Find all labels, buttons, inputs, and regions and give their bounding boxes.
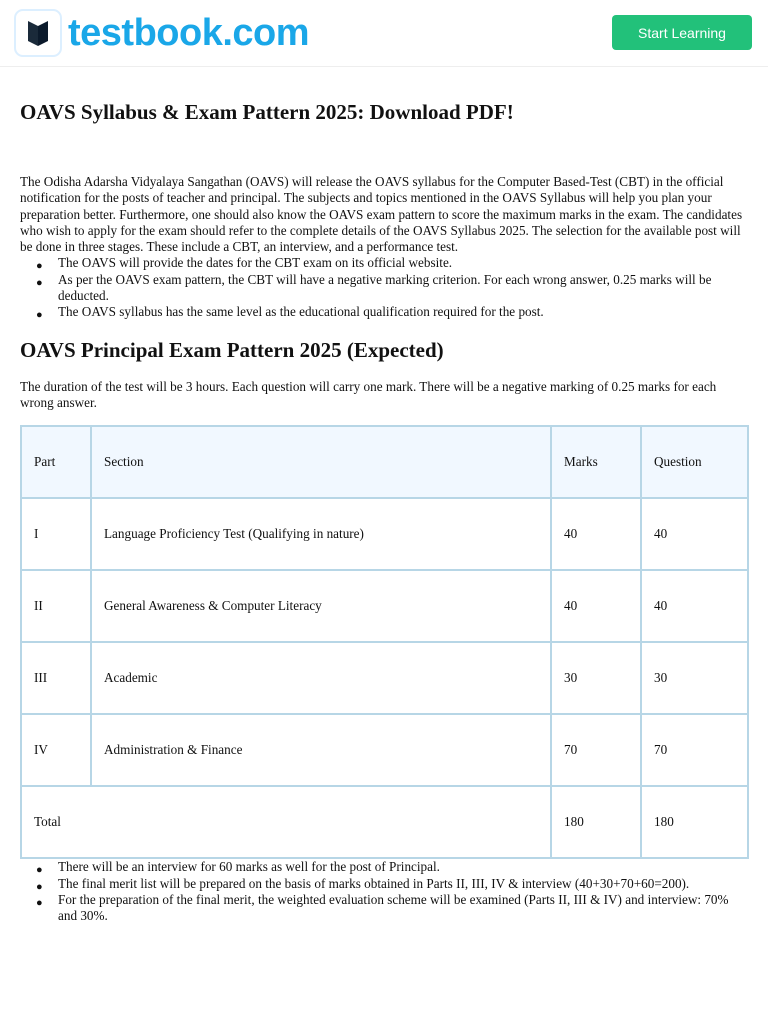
cell-total-question: 180: [641, 786, 748, 858]
exam-pattern-table: [20, 425, 749, 859]
article: [20, 96, 748, 924]
bullet-icon: ●: [36, 309, 43, 322]
cell-question: 40: [641, 498, 748, 570]
cell-part: I: [21, 498, 91, 570]
site-header: [0, 0, 768, 67]
list-item: ● The OAVS syllabus has the same level as the educational qualification required for the post.: [58, 304, 748, 320]
table-row: [21, 642, 748, 714]
list-item: ● The final merit list will be prepared on the basis of marks obtained in Parts II, III, IV & interview (40+30+70+60=200).: [58, 876, 748, 892]
duration-paragraph: The duration of the test will be 3 hours. Each question will carry one mark. There will be a negative marking of 0.25 marks for each wrong answer.: [20, 378, 717, 410]
cell-question: 70: [641, 714, 748, 786]
header-marks: Marks: [551, 426, 641, 498]
table-row: [21, 498, 748, 570]
site-logo[interactable]: [14, 9, 309, 57]
cell-section: General Awareness & Computer Literacy: [91, 570, 551, 642]
cell-section: Language Proficiency Test (Qualifying in nature): [91, 498, 551, 570]
cell-question: 40: [641, 570, 748, 642]
start-learning-button[interactable]: Start Learning: [612, 15, 752, 50]
bullet-icon: ●: [36, 276, 43, 289]
cell-marks: 70: [551, 714, 641, 786]
bullet-icon: ●: [36, 260, 43, 273]
notes-list: [20, 859, 748, 924]
article-title: OAVS Syllabus & Exam Pattern 2025: Download PDF!: [20, 100, 514, 124]
cell-section: Academic: [91, 642, 551, 714]
table-header-row: [21, 426, 748, 498]
list-item: ● As per the OAVS exam pattern, the CBT will have a negative marking criterion. For each wrong answer, 0.25 marks will be deducted.: [36, 271, 712, 304]
cell-marks: 30: [551, 642, 641, 714]
book-logo-icon: [14, 9, 62, 57]
bullet-icon: ●: [36, 880, 43, 893]
cell-marks: 40: [551, 570, 641, 642]
header-part: Part: [21, 426, 91, 498]
bullet-icon: ●: [36, 896, 43, 909]
intro-paragraph: The Odisha Adarsha Vidyalaya Sangathan (OAVS) will release the OAVS syllabus for the Computer Based-Test (CBT) in the official notification for the posts of teacher and principal. The subjects and topics mentioned in the OAVS Syllabus will help you plan your preparation better. Furthermore, one should also know the OAVS exam pattern to score the maximum marks in the exam. The candidates who wish to apply for the exam should refer to the complete details of the OAVS Syllabus 2025. The selection for the available post will be done in three stages. These include a CBT, an interview, and a performance test.: [20, 174, 743, 255]
header-question: Question: [641, 426, 748, 498]
logo-wordmark: testbook.com: [68, 12, 310, 54]
key-points-list: [20, 255, 748, 320]
cell-section: Administration & Finance: [91, 714, 551, 786]
list-item: ● There will be an interview for 60 marks as well for the post of Principal.: [58, 859, 748, 875]
bullet-icon: ●: [36, 864, 43, 877]
list-item: ● For the preparation of the final merit, the weighted evaluation scheme will be examined (Parts II, III & IV) and interview: 70% and 30%.: [36, 891, 729, 924]
cell-part: III: [21, 642, 91, 714]
table-row: [21, 714, 748, 786]
cell-marks: 40: [551, 498, 641, 570]
cell-part: II: [21, 570, 91, 642]
section-heading: OAVS Principal Exam Pattern 2025 (Expected): [20, 337, 444, 362]
table-row: [21, 570, 748, 642]
table-total-row: [21, 786, 748, 858]
header-section: Section: [91, 426, 551, 498]
cell-total-label: Total: [21, 786, 551, 858]
cell-part: IV: [21, 714, 91, 786]
cell-total-marks: 180: [551, 786, 641, 858]
cell-question: 30: [641, 642, 748, 714]
list-item: ● The OAVS will provide the dates for the CBT exam on its official website.: [58, 255, 748, 271]
